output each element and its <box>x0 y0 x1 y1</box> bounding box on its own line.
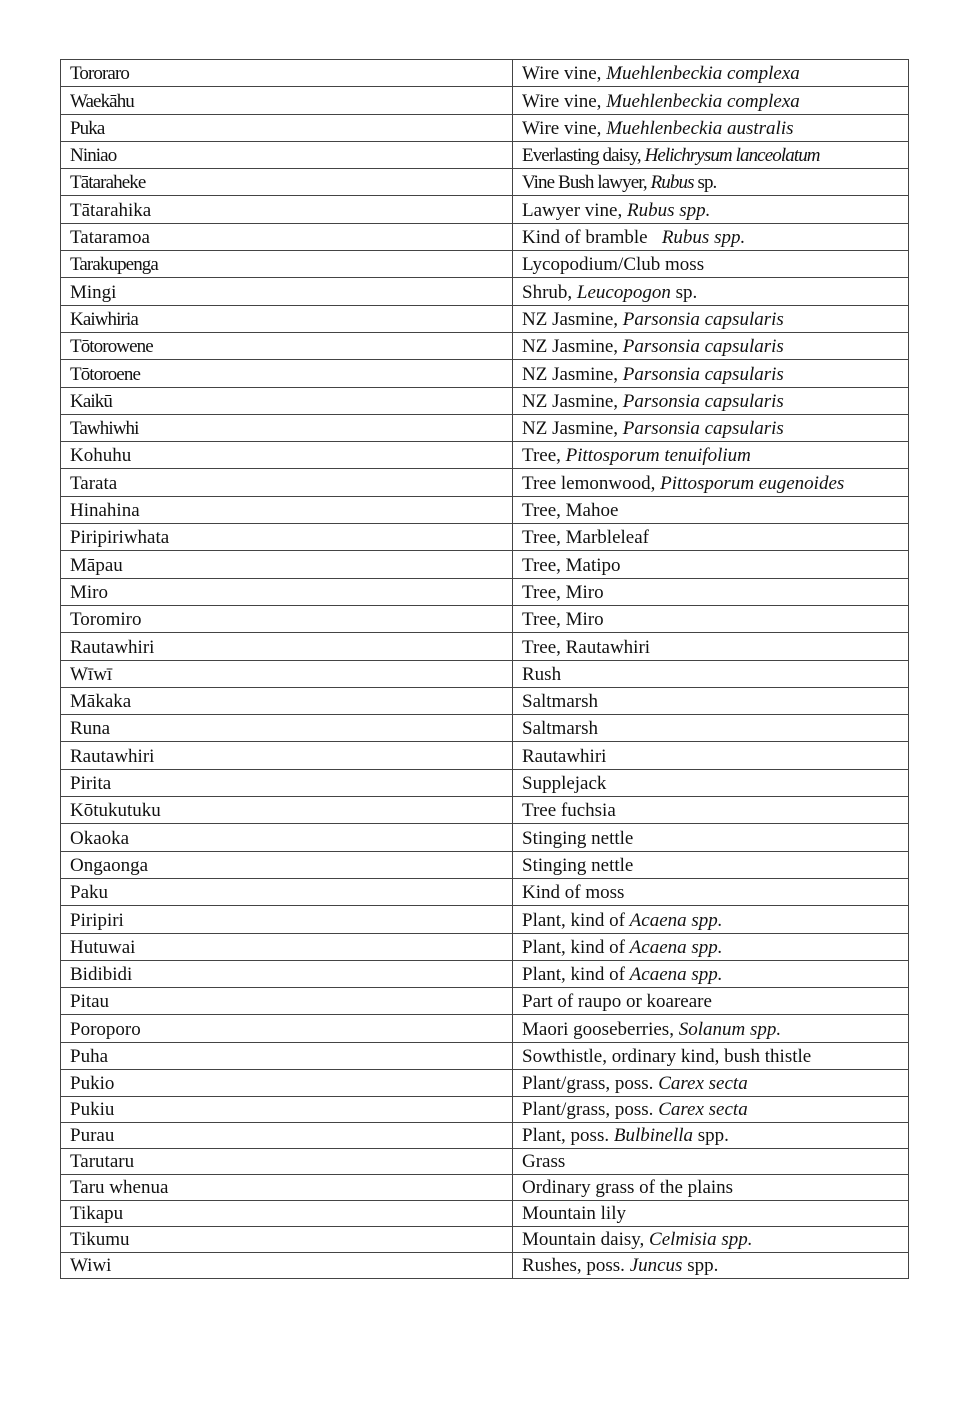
maori-name-cell: Waekāhu <box>61 87 513 114</box>
common-name: Plant, kind of <box>522 909 630 931</box>
table-row <box>61 797 909 824</box>
common-name: Ordinary grass of the plains <box>522 1177 734 1199</box>
maori-name-cell: Tātarahika <box>61 196 513 223</box>
english-name-cell <box>513 251 909 278</box>
common-name: Plant, kind of <box>522 936 630 958</box>
maori-name-cell: Kaikū <box>61 387 513 414</box>
table-row <box>61 1201 909 1227</box>
common-name: Tree, Rautawhiri <box>522 636 651 658</box>
maori-name-cell: Piripiriwhata <box>61 524 513 551</box>
common-name: Saltmarsh <box>522 718 598 740</box>
maori-name-cell: Rautawhiri <box>61 633 513 660</box>
scientific-name: Muehlenbeckia complexa <box>606 63 800 85</box>
maori-name-cell: Poroporo <box>61 1015 513 1042</box>
common-name: Tree, Matipo <box>522 554 621 576</box>
table-row <box>61 360 909 387</box>
common-name: Tree, <box>522 445 566 467</box>
english-name-cell <box>513 933 909 960</box>
maori-name-cell: Paku <box>61 878 513 905</box>
scientific-name: Rubus spp. <box>626 199 711 221</box>
table-row <box>61 469 909 496</box>
english-name-cell <box>513 824 909 851</box>
english-name-cell <box>513 87 909 114</box>
maori-name-cell: Tororaro <box>61 60 513 87</box>
maori-name-cell: Niniao <box>61 141 513 168</box>
scientific-name: Acaena spp. <box>629 909 723 931</box>
maori-name-cell: Wīwī <box>61 660 513 687</box>
table-row <box>61 251 909 278</box>
english-name-cell <box>513 360 909 387</box>
english-name-cell <box>513 169 909 196</box>
table-row <box>61 1149 909 1175</box>
english-name-cell <box>513 1015 909 1042</box>
common-name: Wire vine, <box>522 90 607 112</box>
common-name: Plant, kind of <box>522 964 630 986</box>
maori-name-cell: Tikapu <box>61 1201 513 1227</box>
maori-name-cell: Tōtoroene <box>61 360 513 387</box>
english-name-cell <box>513 1123 909 1149</box>
common-name: Lycopodium/Club moss <box>522 254 705 276</box>
english-name-cell <box>513 60 909 87</box>
maori-name-cell: Okaoka <box>61 824 513 851</box>
table-row <box>61 906 909 933</box>
common-name: Shrub, <box>522 281 577 303</box>
table-row <box>61 414 909 441</box>
common-name: Rush <box>522 663 562 685</box>
table-row <box>61 578 909 605</box>
table-row <box>61 878 909 905</box>
table-row <box>61 496 909 523</box>
english-name-cell <box>513 578 909 605</box>
common-name: Supplejack <box>522 773 607 795</box>
table-row <box>61 278 909 305</box>
table-row <box>61 87 909 114</box>
table-row <box>61 742 909 769</box>
english-name-cell <box>513 114 909 141</box>
scientific-name: Carex secta <box>658 1099 748 1121</box>
scientific-name: Pittosporum eugenoides <box>660 472 845 494</box>
scientific-name: Muehlenbeckia complexa <box>606 90 800 112</box>
common-name: Tree lemonwood, <box>522 472 661 494</box>
table-row <box>61 660 909 687</box>
english-name-cell <box>513 387 909 414</box>
english-name-cell <box>513 442 909 469</box>
english-name-cell <box>513 988 909 1015</box>
maori-name-cell: Ongaonga <box>61 851 513 878</box>
table-row <box>61 824 909 851</box>
english-name-cell <box>513 1042 909 1069</box>
maori-name-cell: Puha <box>61 1042 513 1069</box>
maori-name-cell: Pitau <box>61 988 513 1015</box>
table-row <box>61 305 909 332</box>
english-name-cell <box>513 278 909 305</box>
common-name: Stinging nettle <box>522 854 634 876</box>
english-name-cell <box>513 496 909 523</box>
common-name: Tree, Marbleleaf <box>522 527 649 549</box>
english-name-cell <box>513 769 909 796</box>
table-row <box>61 1097 909 1123</box>
english-name-cell <box>513 1201 909 1227</box>
scientific-name: Rubus spp. <box>661 227 746 249</box>
table-row <box>61 524 909 551</box>
english-name-cell <box>513 1227 909 1253</box>
maori-name-cell: Rautawhiri <box>61 742 513 769</box>
table-row <box>61 1123 909 1149</box>
english-name-cell <box>513 1097 909 1123</box>
scientific-name: Bulbinella <box>613 1125 694 1147</box>
english-name-cell <box>513 851 909 878</box>
table-row <box>61 715 909 742</box>
table-row <box>61 141 909 168</box>
table-row <box>61 933 909 960</box>
table-row <box>61 442 909 469</box>
maori-name-cell: Pirita <box>61 769 513 796</box>
table-row <box>61 960 909 987</box>
common-name: Grass <box>522 1151 566 1173</box>
scientific-name: Rubus <box>650 172 694 194</box>
species-suffix: sp. <box>693 172 717 194</box>
table-row <box>61 988 909 1015</box>
english-name-cell <box>513 660 909 687</box>
maori-name-cell: Pukio <box>61 1069 513 1096</box>
common-name: Tree, Mahoe <box>522 500 619 522</box>
common-name: Tree, Miro <box>522 581 604 603</box>
common-name: Rushes, poss. <box>522 1255 630 1277</box>
english-name-cell <box>513 1175 909 1201</box>
scientific-name: Acaena spp. <box>629 936 723 958</box>
scientific-name: Carex secta <box>658 1073 748 1095</box>
scientific-name: Muehlenbeckia australis <box>606 117 794 139</box>
maori-name-cell: Mingi <box>61 278 513 305</box>
table-row <box>61 605 909 632</box>
scientific-name: Pittosporum tenuifolium <box>565 445 751 467</box>
maori-name-cell: Hinahina <box>61 496 513 523</box>
table-row <box>61 1253 909 1279</box>
scientific-name: Acaena spp. <box>629 964 723 986</box>
common-name: Wire vine, <box>522 117 607 139</box>
plant-names-table <box>60 59 909 1279</box>
table-row <box>61 1175 909 1201</box>
english-name-cell <box>513 1149 909 1175</box>
maori-name-cell: Tarutaru <box>61 1149 513 1175</box>
table-row <box>61 687 909 714</box>
maori-name-cell: Miro <box>61 578 513 605</box>
maori-name-cell: Tawhiwhi <box>61 414 513 441</box>
common-name: Mountain lily <box>522 1203 626 1225</box>
english-name-cell <box>513 524 909 551</box>
english-name-cell <box>513 196 909 223</box>
common-name: Part of raupo or koareare <box>522 991 712 1013</box>
table-row <box>61 769 909 796</box>
common-name: Rautawhiri <box>522 745 607 767</box>
maori-name-cell: Puka <box>61 114 513 141</box>
scientific-name: Parsonsia capsularis <box>622 418 784 440</box>
maori-name-cell: Purau <box>61 1123 513 1149</box>
table-row <box>61 1069 909 1096</box>
maori-name-cell: Mākaka <box>61 687 513 714</box>
maori-name-cell: Bidibidi <box>61 960 513 987</box>
english-name-cell <box>513 305 909 332</box>
common-name: Sowthistle, ordinary kind, bush thistle <box>522 1045 812 1067</box>
table-row <box>61 223 909 250</box>
common-name: Kind of bramble <box>522 227 662 249</box>
english-name-cell <box>513 715 909 742</box>
species-suffix: spp. <box>682 1255 719 1277</box>
maori-name-cell: Tōtorowene <box>61 332 513 359</box>
common-name: Plant/grass, poss. <box>522 1099 659 1121</box>
table-row <box>61 1227 909 1253</box>
english-name-cell <box>513 960 909 987</box>
maori-name-cell: Hutuwai <box>61 933 513 960</box>
common-name: Tree fuchsia <box>522 800 616 822</box>
species-suffix: sp. <box>670 281 698 303</box>
english-name-cell <box>513 469 909 496</box>
maori-name-cell: Taru whenua <box>61 1175 513 1201</box>
scientific-name: Solanum spp. <box>678 1018 782 1040</box>
common-name: Tree, Miro <box>522 609 604 631</box>
common-name: NZ Jasmine, <box>522 390 623 412</box>
scientific-name: Parsonsia capsularis <box>622 390 784 412</box>
english-name-cell <box>513 141 909 168</box>
scientific-name: Celmisia spp. <box>649 1229 753 1251</box>
scientific-name: Parsonsia capsularis <box>622 336 784 358</box>
species-suffix: spp. <box>693 1125 729 1147</box>
common-name: NZ Jasmine, <box>522 336 623 358</box>
english-name-cell <box>513 633 909 660</box>
table-row <box>61 196 909 223</box>
table-row <box>61 60 909 87</box>
english-name-cell <box>513 797 909 824</box>
common-name: Kind of moss <box>522 882 625 904</box>
english-name-cell <box>513 332 909 359</box>
common-name: NZ Jasmine, <box>522 418 623 440</box>
scientific-name: Juncus <box>629 1255 683 1277</box>
english-name-cell <box>513 605 909 632</box>
common-name: Saltmarsh <box>522 691 598 713</box>
maori-name-cell: Tataramoa <box>61 223 513 250</box>
scientific-name: Parsonsia capsularis <box>622 308 784 330</box>
common-name: Mountain daisy, <box>522 1229 650 1251</box>
table-row <box>61 1042 909 1069</box>
english-name-cell <box>513 742 909 769</box>
common-name: Lawyer vine, <box>522 199 627 221</box>
maori-name-cell: Wiwi <box>61 1253 513 1279</box>
table-row <box>61 1015 909 1042</box>
table-row <box>61 332 909 359</box>
english-name-cell <box>513 1069 909 1096</box>
table-row <box>61 851 909 878</box>
common-name: Plant, poss. <box>522 1125 614 1147</box>
english-name-cell <box>513 878 909 905</box>
common-name: Stinging nettle <box>522 827 634 849</box>
common-name: Wire vine, <box>522 63 607 85</box>
table-row <box>61 633 909 660</box>
english-name-cell <box>513 906 909 933</box>
maori-name-cell: Māpau <box>61 551 513 578</box>
maori-name-cell: Kōtukutuku <box>61 797 513 824</box>
maori-name-cell: Tarata <box>61 469 513 496</box>
common-name: NZ Jasmine, <box>522 363 623 385</box>
table-body <box>61 60 909 1279</box>
maori-name-cell: Tikumu <box>61 1227 513 1253</box>
scientific-name: Leucopogon <box>576 281 671 303</box>
table-row <box>61 114 909 141</box>
maori-name-cell: Tātaraheke <box>61 169 513 196</box>
english-name-cell <box>513 687 909 714</box>
maori-name-cell: Runa <box>61 715 513 742</box>
maori-name-cell: Toromiro <box>61 605 513 632</box>
english-name-cell <box>513 223 909 250</box>
table-row <box>61 551 909 578</box>
table-row <box>61 387 909 414</box>
maori-name-cell: Kaiwhiria <box>61 305 513 332</box>
maori-name-cell: Pukiu <box>61 1097 513 1123</box>
scientific-name: Parsonsia capsularis <box>622 363 784 385</box>
maori-name-cell: Kohuhu <box>61 442 513 469</box>
table-row <box>61 169 909 196</box>
common-name: NZ Jasmine, <box>522 308 623 330</box>
english-name-cell <box>513 1253 909 1279</box>
english-name-cell <box>513 551 909 578</box>
scientific-name: Helichrysum lanceolatum <box>644 145 820 167</box>
common-name: Plant/grass, poss. <box>522 1073 659 1095</box>
common-name: Everlasting daisy, <box>522 145 645 167</box>
maori-name-cell: Piripiri <box>61 906 513 933</box>
english-name-cell <box>513 414 909 441</box>
maori-name-cell: Tarakupenga <box>61 251 513 278</box>
common-name: Vine Bush lawyer, <box>522 172 651 194</box>
common-name: Maori gooseberries, <box>522 1018 679 1040</box>
